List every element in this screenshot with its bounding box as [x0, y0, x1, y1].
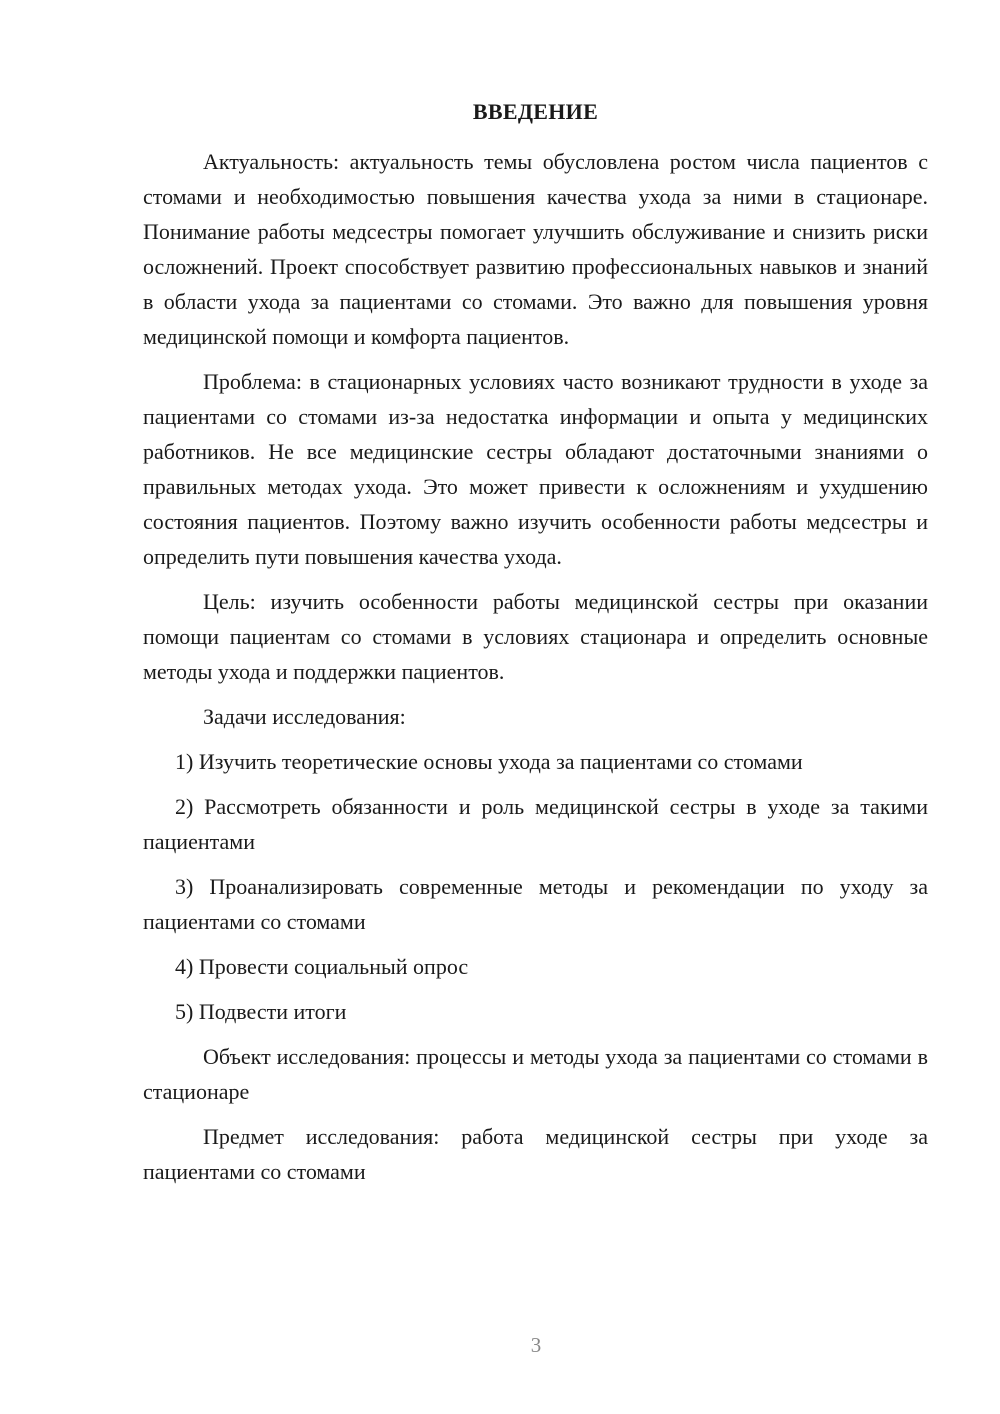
task-item: 2) Рассмотреть обязанности и роль медицинской сестры в уходе за такими пациентами	[143, 794, 928, 854]
task-item: 3) Проанализировать современные методы и рекомендации по уходу за пациентами со стомами	[143, 874, 928, 934]
task-item: 5) Подвести итоги	[175, 999, 347, 1024]
object-paragraph: Объект исследования: процессы и методы ухода за пациентами со стомами в стационаре	[143, 1044, 928, 1104]
goal-paragraph: Цель: изучить особенности работы медицинской сестры при оказании помощи пациентам со стомами в условиях стационара и определить основные методы ухода и поддержки пациентов.	[143, 589, 928, 684]
subject-paragraph: Предмет исследования: работа медицинской сестры при уходе за пациентами со стомами	[143, 1124, 928, 1184]
tasks-heading: Задачи исследования:	[203, 704, 406, 729]
page-content	[143, 94, 928, 1199]
task-item: 4) Провести социальный опрос	[175, 954, 469, 979]
page-title: ВВЕДЕНИЕ	[472, 99, 599, 124]
page-number: 3	[530, 1333, 542, 1357]
task-item: 1) Изучить теоретические основы ухода за пациентами со стомами	[175, 749, 803, 774]
relevance-paragraph: Актуальность: актуальность темы обусловлена ростом числа пациентов с стомами и необходимостью повышения качества ухода за ними в стационаре. Понимание работы медсестры помогает улучшить обслуживание и снизить риски осложнений. Проект способствует развитию профессиональных навыков и знаний в области ухода за пациентами со стомами. Это важно для повышения уровня медицинской помощи и комфорта пациентов.	[143, 149, 928, 349]
problem-paragraph: Проблема: в стационарных условиях часто возникают трудности в уходе за пациентами со стомами из-за недостатка информации и опыта у медицинских работников. Не все медицинские сестры обладают достаточными знаниями о правильных методах ухода. Это может привести к осложнениям и ухудшению состояния пациентов. Поэтому важно изучить особенности работы медсестры и определить пути повышения качества ухода.	[143, 369, 928, 569]
